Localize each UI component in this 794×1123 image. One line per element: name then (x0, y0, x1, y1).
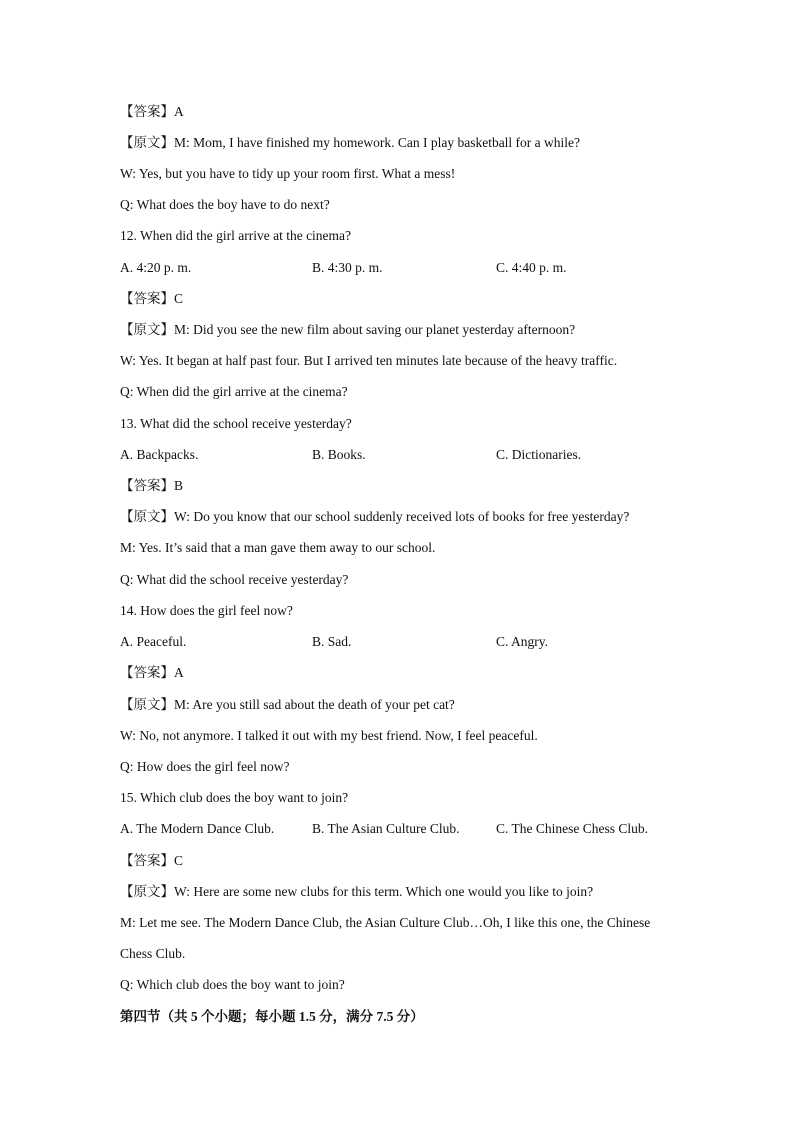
transcript-q11-question: Q: What does the boy have to do next? (120, 197, 330, 212)
q12-option-a: A. 4:20 p. m. (120, 260, 192, 275)
section-4-heading: 第四节（共 5 个小题；每小题 1.5 分，满分 7.5 分） (120, 1009, 424, 1024)
answer-q14: 【答案】A (120, 665, 184, 680)
answer-q13: 【答案】B (120, 478, 184, 493)
transcript-q14-man: 【原文】M: Are you still sad about the death of your pet cat? (120, 697, 455, 712)
transcript-q12-woman: W: Yes. It began at half past four. But I arrived ten minutes late because of the heavy traffic. (120, 353, 618, 368)
question-13: 13. What did the school receive yesterday? (120, 416, 352, 431)
transcript-q11-woman: W: Yes, but you have to tidy up your room first. What a mess! (120, 166, 456, 181)
transcript-q15-woman: 【原文】W: Here are some new clubs for this term. Which one would you like to join? (120, 884, 594, 899)
question-15: 15. Which club does the boy want to join? (120, 790, 349, 805)
answer-q12: 【答案】C (120, 291, 184, 306)
q13-option-a: A. Backpacks. (120, 447, 199, 462)
q13-option-c: C. Dictionaries. (496, 447, 582, 462)
q12-option-c: C. 4:40 p. m. (496, 260, 567, 275)
q13-option-b: B. Books. (312, 447, 366, 462)
q14-option-c: C. Angry. (496, 634, 549, 649)
transcript-q12-question: Q: When did the girl arrive at the cinema? (120, 384, 348, 399)
transcript-q13-man: M: Yes. It’s said that a man gave them away to our school. (120, 540, 436, 555)
transcript-q15-question: Q: Which club does the boy want to join? (120, 977, 345, 992)
transcript-q13-woman: 【原文】W: Do you know that our school suddenly received lots of books for free yesterday? (120, 509, 630, 524)
transcript-q15-man-line2: Chess Club. (120, 946, 186, 961)
transcript-q11-man: 【原文】M: Mom, I have finished my homework. Can I play basketball for a while? (120, 135, 581, 150)
q14-option-a: A. Peaceful. (120, 634, 187, 649)
answer-q15: 【答案】C (120, 853, 184, 868)
answer-q11: 【答案】A (120, 104, 184, 119)
transcript-q13-question: Q: What did the school receive yesterday? (120, 572, 349, 587)
transcript-q15-man-line1: M: Let me see. The Modern Dance Club, the Asian Culture Club…Oh, I like this one, the Chinese (120, 915, 651, 930)
q12-option-b: B. 4:30 p. m. (312, 260, 383, 275)
q15-option-c: C. The Chinese Chess Club. (496, 821, 649, 836)
q15-option-b: B. The Asian Culture Club. (312, 821, 460, 836)
transcript-q14-woman: W: No, not anymore. I talked it out with my best friend. Now, I feel peaceful. (120, 728, 538, 743)
q15-option-a: A. The Modern Dance Club. (120, 821, 275, 836)
question-14: 14. How does the girl feel now? (120, 603, 293, 618)
transcript-q12-man: 【原文】M: Did you see the new film about saving our planet yesterday afternoon? (120, 322, 576, 337)
q14-option-b: B. Sad. (312, 634, 352, 649)
transcript-q14-question: Q: How does the girl feel now? (120, 759, 290, 774)
question-12: 12. When did the girl arrive at the cinema? (120, 228, 352, 243)
